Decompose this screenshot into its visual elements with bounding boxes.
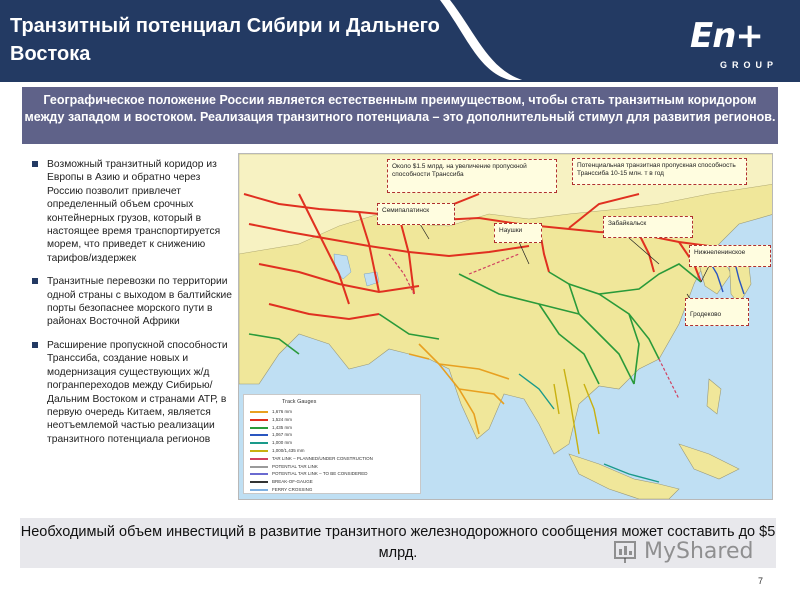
legend-swatch [250, 419, 268, 421]
legend-label: TAR LINK – PLANNED/UNDER CONSTRUCTION [272, 455, 373, 461]
legend-row [250, 424, 420, 431]
bullet-item [30, 275, 236, 329]
legend-row [250, 431, 420, 438]
logo-mark: En+ [690, 16, 763, 56]
legend-row [250, 478, 420, 485]
legend-row [250, 463, 420, 470]
legend-title: Track Gauges [282, 399, 317, 405]
bullet-marker-icon [32, 278, 38, 284]
company-logo [690, 16, 782, 72]
page-title: Транзитный потенциал Сибири и Дальнего Востока [10, 15, 440, 65]
legend-label: FERRY CROSSING [272, 487, 313, 492]
legend-swatch [250, 434, 268, 436]
legend-row [250, 486, 420, 493]
legend-row [250, 439, 420, 446]
legend-label: 1,000/1,435 mm [272, 448, 305, 453]
callout-nizhneleninskoe: Нижнеленинское [689, 245, 771, 267]
legend-label: 1,067 mm [272, 432, 293, 438]
legend-label: 1,435 mm [272, 424, 293, 430]
legend-row [250, 416, 420, 423]
callout-investment: Около $1.5 млрд. на увеличение пропускной способности Транссиба [387, 159, 557, 193]
legend-swatch [250, 450, 268, 452]
bullet-marker-icon [32, 161, 38, 167]
legend-label: POTENTIAL TAR LINK [272, 463, 318, 469]
page-number: 7 [758, 576, 764, 586]
callout-capacity: Потенциальная транзитная пропускная способность Транссиба 10-15 млн. т в год [572, 158, 747, 185]
bullet-text: Транзитные перевозки по территории одной страны с выходом в балтийские порты безопаснее морского пути в районах Восточной Африки [47, 276, 232, 328]
watermark-text: MyShared [644, 539, 754, 564]
callout-semipalatinsk: Семипалатинск [377, 203, 455, 225]
presentation-icon [612, 539, 638, 565]
logo-subtitle: GROUP [720, 60, 779, 70]
callout-naushki: Наушки [494, 223, 542, 243]
legend-label: 1,524 mm [272, 416, 293, 422]
summary-banner: Географическое положение России является естественным преимуществом, чтобы стать транзитным коридором между западом и востоком. Реализация транзитного потенциала – это дополнительный стимул для развития регионов. [22, 87, 778, 144]
legend-swatch [250, 489, 268, 491]
legend-row [250, 408, 420, 415]
legend-swatch [250, 458, 268, 460]
legend-row [250, 447, 420, 454]
bullet-item [30, 158, 236, 265]
legend-swatch [250, 466, 268, 468]
bullet-text: Возможный транзитный коридор из Европы в Азию и обратно через Россию позволит привлечет определенный объем срочных контейнерных грузов, который в настоящее время транспортируется морем, что приведет к снижению тарифов/издержек [47, 159, 221, 264]
header-bar [0, 0, 800, 82]
watermark [612, 537, 772, 567]
legend-swatch [250, 481, 268, 483]
legend-row [250, 455, 420, 462]
legend-swatch [250, 473, 268, 475]
map-legend [243, 394, 421, 494]
legend-label: BREAK-OF-GAUGE [272, 479, 313, 485]
legend-label: 1,000 mm [272, 440, 293, 446]
bullet-item [30, 339, 236, 446]
legend-swatch [250, 427, 268, 429]
railway-map [238, 153, 773, 500]
legend-row [250, 470, 420, 477]
bullet-list [30, 158, 236, 456]
investment-note: Необходимый объем инвестиций в развитие транзитного железнодорожного сообщения может составить до $5 млрд. [20, 518, 776, 568]
callout-zabaikalsk: Забайкальск [603, 216, 693, 238]
legend-label: POTENTIAL TAR LINK – TO BE CONSIDERED [272, 471, 368, 477]
legend-label: 1,676 mm [272, 409, 293, 414]
legend-swatch [250, 411, 268, 413]
legend-swatch [250, 442, 268, 444]
bullet-text: Расширение пропускной способности Транссиба, создание новых и модернизация существующих ж/д погранпереходов между Сибирью/Дальним Востоком и странами АТР, в первую очередь Китаем, является неотъемлемой частью реализации транзитного потенциала регионов [47, 339, 228, 445]
bullet-marker-icon [32, 342, 38, 348]
callout-grodekovo: Гродеково [685, 298, 749, 326]
